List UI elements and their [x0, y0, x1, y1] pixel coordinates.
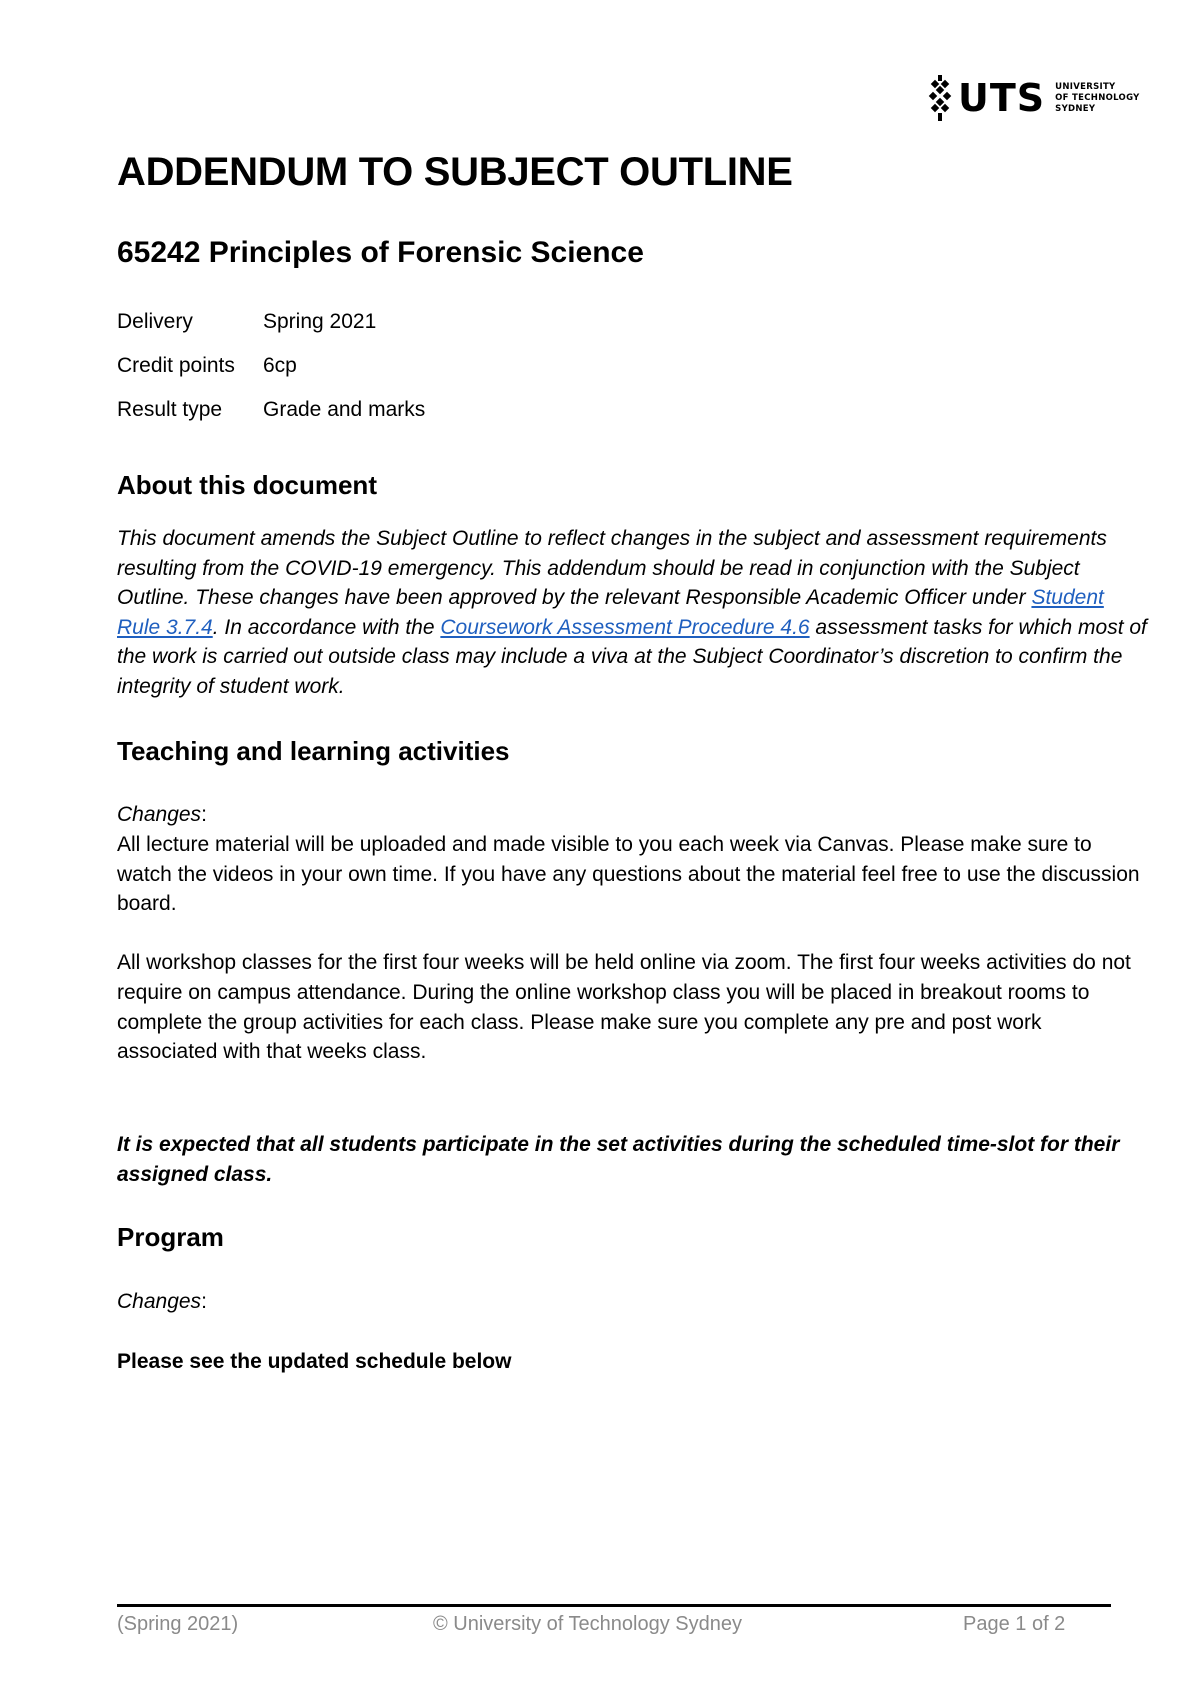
logo-subtitle-line: SYDNEY	[1055, 103, 1096, 114]
footer-copyright: © University of Technology Sydney	[433, 1613, 742, 1635]
page-footer	[117, 1613, 1111, 1641]
meta-row-result-type	[117, 388, 1147, 432]
footer-session: (Spring 2021)	[117, 1613, 239, 1635]
changes-colon: :	[201, 1290, 207, 1313]
logo-wordmark: UTS	[958, 76, 1046, 120]
meta-value: Grade and marks	[263, 398, 426, 421]
subject-meta	[117, 300, 1147, 432]
subject-title: 65242 Principles of Forensic Science	[117, 236, 644, 269]
program-heading: Program	[117, 1222, 224, 1252]
about-text: assessment tasks for which most of the work is carried out outside class may include a viva at the Subject Coordinator’s discretion to confirm the integrity of student work.	[117, 615, 1147, 698]
footer-divider	[117, 1604, 1111, 1607]
about-text: . In accordance with the	[212, 615, 441, 639]
document-title: ADDENDUM TO SUBJECT OUTLINE	[117, 150, 793, 194]
teaching-body	[117, 830, 1147, 1096]
program-changes-label	[117, 1290, 1147, 1314]
uts-logo	[928, 72, 1140, 124]
about-heading: About this document	[117, 470, 377, 500]
meta-value: 6cp	[263, 354, 297, 377]
about-text: This document amends the Subject Outline to reflect changes in the subject and assessment requirements resulting from the COVID-19 emergency. This addendum should be read in conjunction with the Subject Outline. These changes have been approved by the relevant Responsible Academic Officer under	[117, 527, 1107, 610]
logo-subtitle-line: UNIVERSITY	[1055, 81, 1116, 92]
uts-crest-icon	[928, 75, 952, 121]
logo-subtitle-line: OF TECHNOLOGY	[1055, 92, 1140, 103]
teaching-heading: Teaching and learning activities	[117, 736, 510, 766]
meta-key: Result type	[117, 398, 223, 421]
attendance-expectation: It is expected that all students participate in the set activities during the scheduled time-slot for their assigned class.	[117, 1133, 1120, 1186]
changes-colon: :	[201, 803, 207, 826]
coursework-procedure-link[interactable]: Coursework Assessment Procedure 4.6	[440, 615, 810, 639]
meta-value: Spring 2021	[263, 310, 377, 333]
logo-subtitle	[1055, 82, 1139, 115]
about-paragraph	[117, 524, 1147, 702]
footer-page-number: Page 1 of 2	[963, 1613, 1066, 1635]
meta-key: Credit points	[117, 354, 235, 377]
changes-label: Changes	[117, 803, 202, 826]
meta-key: Delivery	[117, 310, 193, 333]
student-rule-link[interactable]: Student Rule 3.7.4	[117, 586, 1104, 639]
teaching-changes-label	[117, 803, 1147, 827]
meta-row-credit-points	[117, 344, 1147, 388]
teaching-paragraph-workshops: All workshop classes for the first four weeks will be held online via zoom. The first four weeks activities do not require on campus attendance. During the online workshop class you will be placed in breakout rooms to complete the group activities for each class. Please make sure you complete any pre and post work associated with that weeks class.	[117, 951, 1131, 1064]
changes-label: Changes	[117, 1290, 202, 1313]
schedule-note: Please see the updated schedule below	[117, 1350, 512, 1373]
teaching-paragraph-lectures: All lecture material will be uploaded and made visible to you each week via Canvas. Please make sure to watch the videos in your own time. If you have any questions about the material feel free to use the discussion board.	[117, 833, 1140, 916]
meta-row-delivery	[117, 300, 1147, 344]
